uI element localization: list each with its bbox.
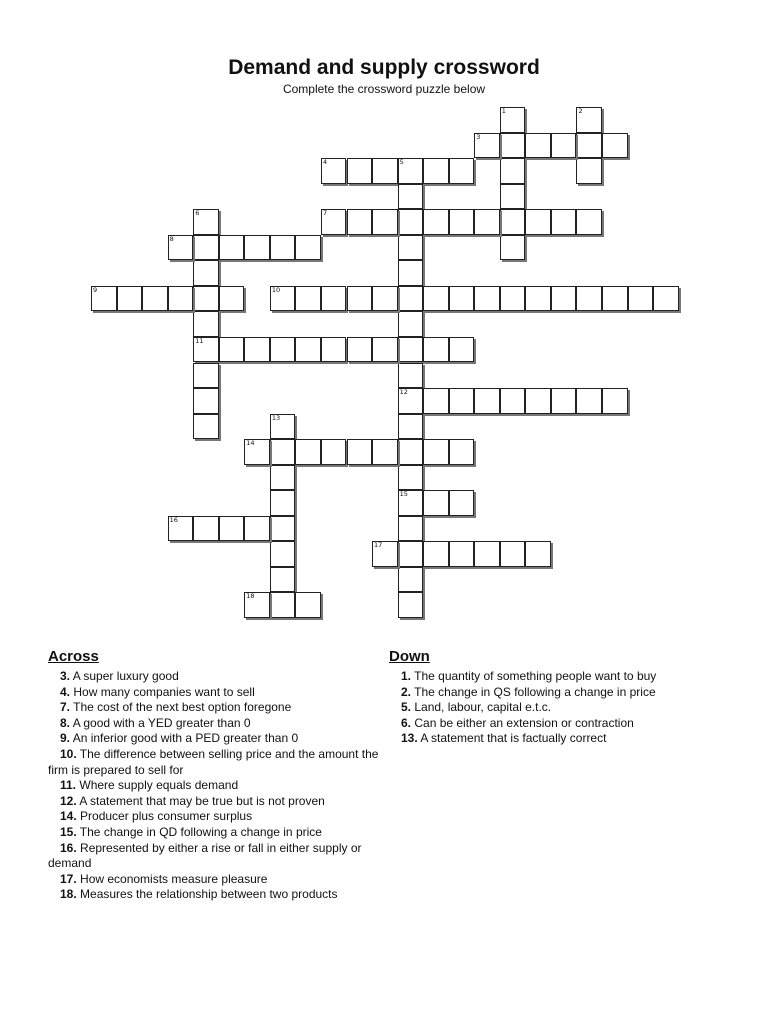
grid-cell[interactable] xyxy=(576,158,602,184)
clue-item xyxy=(389,700,719,716)
clue-text: How many companies want to sell xyxy=(70,684,255,699)
clue-item xyxy=(48,887,383,903)
grid-cell[interactable] xyxy=(449,286,475,312)
grid-cell[interactable] xyxy=(142,286,168,312)
grid-cell[interactable] xyxy=(628,286,654,312)
grid-cell[interactable] xyxy=(321,209,347,235)
grid-cell[interactable] xyxy=(372,209,398,235)
grid-cell[interactable] xyxy=(500,235,526,261)
clue-text: The quantity of something people want to buy xyxy=(411,669,657,683)
grid-cell[interactable] xyxy=(449,541,475,567)
grid-cell[interactable] xyxy=(449,209,475,235)
clue-item xyxy=(48,872,383,888)
clue-number: 2. xyxy=(401,684,412,699)
grid-cell[interactable] xyxy=(270,592,296,618)
cell-number: 3 xyxy=(476,132,481,141)
grid-cell[interactable] xyxy=(193,286,219,312)
clue-number: 9. xyxy=(60,731,71,746)
grid-cell[interactable] xyxy=(500,107,526,133)
grid-cell[interactable] xyxy=(398,209,424,235)
grid-cell[interactable] xyxy=(270,337,296,363)
clue-item xyxy=(48,809,383,825)
grid-cell[interactable] xyxy=(423,209,449,235)
grid-cell[interactable] xyxy=(270,465,296,491)
grid-cell[interactable] xyxy=(398,286,424,312)
grid-cell[interactable] xyxy=(321,158,347,184)
cell-number: 13 xyxy=(271,413,281,422)
grid-cell[interactable] xyxy=(602,388,628,414)
grid-cell[interactable] xyxy=(500,286,526,312)
grid-cell[interactable] xyxy=(219,235,245,261)
grid-cell[interactable] xyxy=(398,414,424,440)
clue-item xyxy=(389,731,719,747)
clue-number: 1. xyxy=(401,669,412,683)
grid-cell[interactable] xyxy=(295,235,321,261)
grid-cell[interactable] xyxy=(270,516,296,542)
grid-cell[interactable] xyxy=(474,286,500,312)
grid-cell[interactable] xyxy=(500,184,526,210)
cell-number: 17 xyxy=(374,541,383,550)
grid-cell[interactable] xyxy=(270,414,296,440)
clue-text: A super luxury good xyxy=(70,669,179,683)
grid-cell[interactable] xyxy=(423,541,449,567)
grid-cell[interactable] xyxy=(168,235,194,261)
grid-cell[interactable] xyxy=(295,439,321,465)
cell-number: 16 xyxy=(169,515,178,524)
grid-cell[interactable] xyxy=(449,388,475,414)
grid-cell[interactable] xyxy=(219,286,245,312)
grid-cell[interactable] xyxy=(525,388,551,414)
clue-number: 3. xyxy=(60,669,71,683)
grid-cell[interactable] xyxy=(295,286,321,312)
grid-cell[interactable] xyxy=(168,286,194,312)
clue-item xyxy=(48,700,383,716)
grid-cell[interactable] xyxy=(449,439,475,465)
cell-number: 1 xyxy=(501,107,506,115)
grid-cell[interactable] xyxy=(398,465,424,491)
page-subtitle: Complete the crossword puzzle below xyxy=(282,82,486,96)
grid-cell[interactable] xyxy=(244,439,270,465)
clue-item xyxy=(48,841,383,872)
grid-cell[interactable] xyxy=(576,209,602,235)
grid-cell[interactable] xyxy=(423,158,449,184)
grid-cell[interactable] xyxy=(270,490,296,516)
clue-text: The change in QS following a change in price xyxy=(411,684,656,699)
grid-cell[interactable] xyxy=(500,388,526,414)
grid-cell[interactable] xyxy=(423,490,449,516)
grid-cell[interactable] xyxy=(244,516,270,542)
grid-cell[interactable] xyxy=(474,209,500,235)
grid-cell[interactable] xyxy=(347,337,373,363)
across-clues xyxy=(48,648,383,903)
grid-cell[interactable] xyxy=(449,158,475,184)
clue-text: Can be either an extension or contraction xyxy=(411,715,634,730)
clue-item xyxy=(389,685,719,701)
grid-cell[interactable] xyxy=(295,592,321,618)
grid-cell[interactable] xyxy=(398,337,424,363)
clue-number: 4. xyxy=(60,684,71,699)
cell-number: 8 xyxy=(169,234,174,243)
grid-cell[interactable] xyxy=(398,363,424,389)
grid-cell[interactable] xyxy=(372,158,398,184)
grid-cell[interactable] xyxy=(347,158,373,184)
clue-number: 6. xyxy=(401,715,412,730)
grid-cell[interactable] xyxy=(193,414,219,440)
grid-cell[interactable] xyxy=(193,260,219,286)
clue-text: A good with a YED greater than 0 xyxy=(70,715,251,730)
grid-cell[interactable] xyxy=(551,388,577,414)
clue-text: A statement that may be true but is not proven xyxy=(76,793,325,808)
clue-item xyxy=(48,716,383,732)
clue-text: The change in QD following a change in price xyxy=(76,824,322,839)
grid-cell[interactable] xyxy=(576,286,602,312)
grid-cell[interactable] xyxy=(474,388,500,414)
clue-item xyxy=(48,731,383,747)
clue-item xyxy=(48,747,383,778)
clue-item xyxy=(48,778,383,794)
grid-cell[interactable] xyxy=(372,439,398,465)
cell-number: 5 xyxy=(399,158,404,167)
clue-text: Land, labour, capital e.t.c. xyxy=(411,700,552,715)
across-heading: Across xyxy=(48,648,99,665)
grid-cell[interactable] xyxy=(270,567,296,593)
grid-cell[interactable] xyxy=(244,337,270,363)
cell-number: 4 xyxy=(322,158,328,167)
grid-cell[interactable] xyxy=(398,158,424,184)
cell-number: 9 xyxy=(93,285,98,294)
clue-number: 10. xyxy=(60,746,77,761)
grid-cell[interactable] xyxy=(295,337,321,363)
grid-cell[interactable] xyxy=(321,439,347,465)
grid-cell[interactable] xyxy=(321,337,347,363)
grid-cell[interactable] xyxy=(500,209,526,235)
grid-cell[interactable] xyxy=(270,439,296,465)
grid-cell[interactable] xyxy=(219,516,245,542)
clue-number: 15. xyxy=(60,824,77,839)
clue-number: 14. xyxy=(60,809,77,824)
grid-cell[interactable] xyxy=(270,541,296,567)
grid-cell[interactable] xyxy=(525,133,551,159)
grid-cell[interactable] xyxy=(525,209,551,235)
clue-text: Measures the relationship between two products xyxy=(76,887,338,902)
clue-text: An inferior good with a PED greater than 0 xyxy=(70,731,299,746)
cell-number: 12 xyxy=(399,388,408,397)
cell-number: 7 xyxy=(322,209,328,218)
grid-cell[interactable] xyxy=(244,235,270,261)
cell-number: 14 xyxy=(246,439,255,448)
grid-cell[interactable] xyxy=(91,286,117,312)
grid-cell[interactable] xyxy=(551,133,577,159)
clue-number: 8. xyxy=(60,715,71,730)
clue-number: 11. xyxy=(60,778,77,793)
grid-cell[interactable] xyxy=(372,337,398,363)
clue-number: 16. xyxy=(60,840,77,855)
clue-item xyxy=(48,685,383,701)
cell-number: 15 xyxy=(399,490,408,499)
grid-cell[interactable] xyxy=(398,184,424,210)
clue-text: Represented by either a rise or fall in either supply or demand xyxy=(48,840,362,871)
grid-cell[interactable] xyxy=(602,133,628,159)
grid-cell[interactable] xyxy=(398,592,424,618)
grid-cell[interactable] xyxy=(576,133,602,159)
grid-cell[interactable] xyxy=(423,388,449,414)
grid-cell[interactable] xyxy=(193,516,219,542)
grid-cell[interactable] xyxy=(449,337,475,363)
cell-number: 11 xyxy=(195,336,204,345)
page-title: Demand and supply crossword xyxy=(228,56,540,79)
grid-cell[interactable] xyxy=(193,311,219,337)
grid-cell[interactable] xyxy=(423,439,449,465)
down-heading: Down xyxy=(389,648,430,665)
grid-cell[interactable] xyxy=(525,541,551,567)
grid-cell[interactable] xyxy=(398,439,424,465)
clue-item xyxy=(48,794,383,810)
grid-cell[interactable] xyxy=(551,286,577,312)
grid-cell[interactable] xyxy=(500,158,526,184)
grid-cell[interactable] xyxy=(372,541,398,567)
clue-number: 7. xyxy=(60,700,71,715)
grid-cell[interactable] xyxy=(193,363,219,389)
grid-cell[interactable] xyxy=(500,133,526,159)
grid-cell[interactable] xyxy=(372,286,398,312)
clue-item xyxy=(48,669,383,685)
cell-number: 6 xyxy=(195,209,200,218)
grid-cell[interactable] xyxy=(193,235,219,261)
clue-number: 12. xyxy=(60,793,77,808)
grid-cell[interactable] xyxy=(398,260,424,286)
grid-cell[interactable] xyxy=(423,337,449,363)
grid-cell[interactable] xyxy=(347,286,373,312)
cell-number: 18 xyxy=(246,592,255,601)
grid-cell[interactable] xyxy=(321,286,347,312)
grid-cell[interactable] xyxy=(398,235,424,261)
grid-cell[interactable] xyxy=(347,209,373,235)
clue-text: Where supply equals demand xyxy=(76,778,239,793)
grid-cell[interactable] xyxy=(653,286,679,312)
grid-cell[interactable] xyxy=(576,107,602,133)
down-clues xyxy=(389,648,719,747)
grid-cell[interactable] xyxy=(474,133,500,159)
grid-cell[interactable] xyxy=(525,286,551,312)
grid-cell[interactable] xyxy=(576,388,602,414)
grid-cell[interactable] xyxy=(398,388,424,414)
cell-number: 2 xyxy=(578,107,583,115)
grid-cell[interactable] xyxy=(398,516,424,542)
grid-cell[interactable] xyxy=(244,592,270,618)
grid-cell[interactable] xyxy=(474,541,500,567)
grid-cell[interactable] xyxy=(551,209,577,235)
grid-cell[interactable] xyxy=(423,286,449,312)
grid-cell[interactable] xyxy=(500,541,526,567)
grid-cell[interactable] xyxy=(398,567,424,593)
clue-text: A statement that is factually correct xyxy=(417,731,607,746)
grid-cell[interactable] xyxy=(193,209,219,235)
clue-text: Producer plus consumer surplus xyxy=(76,809,253,824)
clue-item xyxy=(48,825,383,841)
grid-cell[interactable] xyxy=(398,490,424,516)
grid-cell[interactable] xyxy=(193,388,219,414)
clue-text: How economists measure pleasure xyxy=(76,871,268,886)
grid-cell[interactable] xyxy=(270,286,296,312)
clue-number: 18. xyxy=(60,887,77,902)
clue-item xyxy=(389,716,719,732)
cell-number: 10 xyxy=(271,285,281,294)
grid-cell[interactable] xyxy=(270,235,296,261)
clue-item xyxy=(389,669,719,685)
grid-cell[interactable] xyxy=(168,516,194,542)
grid-cell[interactable] xyxy=(219,337,245,363)
grid-cell[interactable] xyxy=(449,490,475,516)
grid-cell[interactable] xyxy=(347,439,373,465)
clue-number: 13. xyxy=(401,731,418,746)
grid-cell[interactable] xyxy=(117,286,143,312)
grid-cell[interactable] xyxy=(398,541,424,567)
clue-number: 17. xyxy=(60,871,77,886)
clue-text: The difference between selling price and the amount the firm is prepared to sell for xyxy=(48,746,379,777)
clue-number: 5. xyxy=(401,700,412,715)
grid-cell[interactable] xyxy=(398,311,424,337)
grid-cell[interactable] xyxy=(193,337,219,363)
clue-text: The cost of the next best option foregone xyxy=(70,700,292,715)
grid-cell[interactable] xyxy=(602,286,628,312)
